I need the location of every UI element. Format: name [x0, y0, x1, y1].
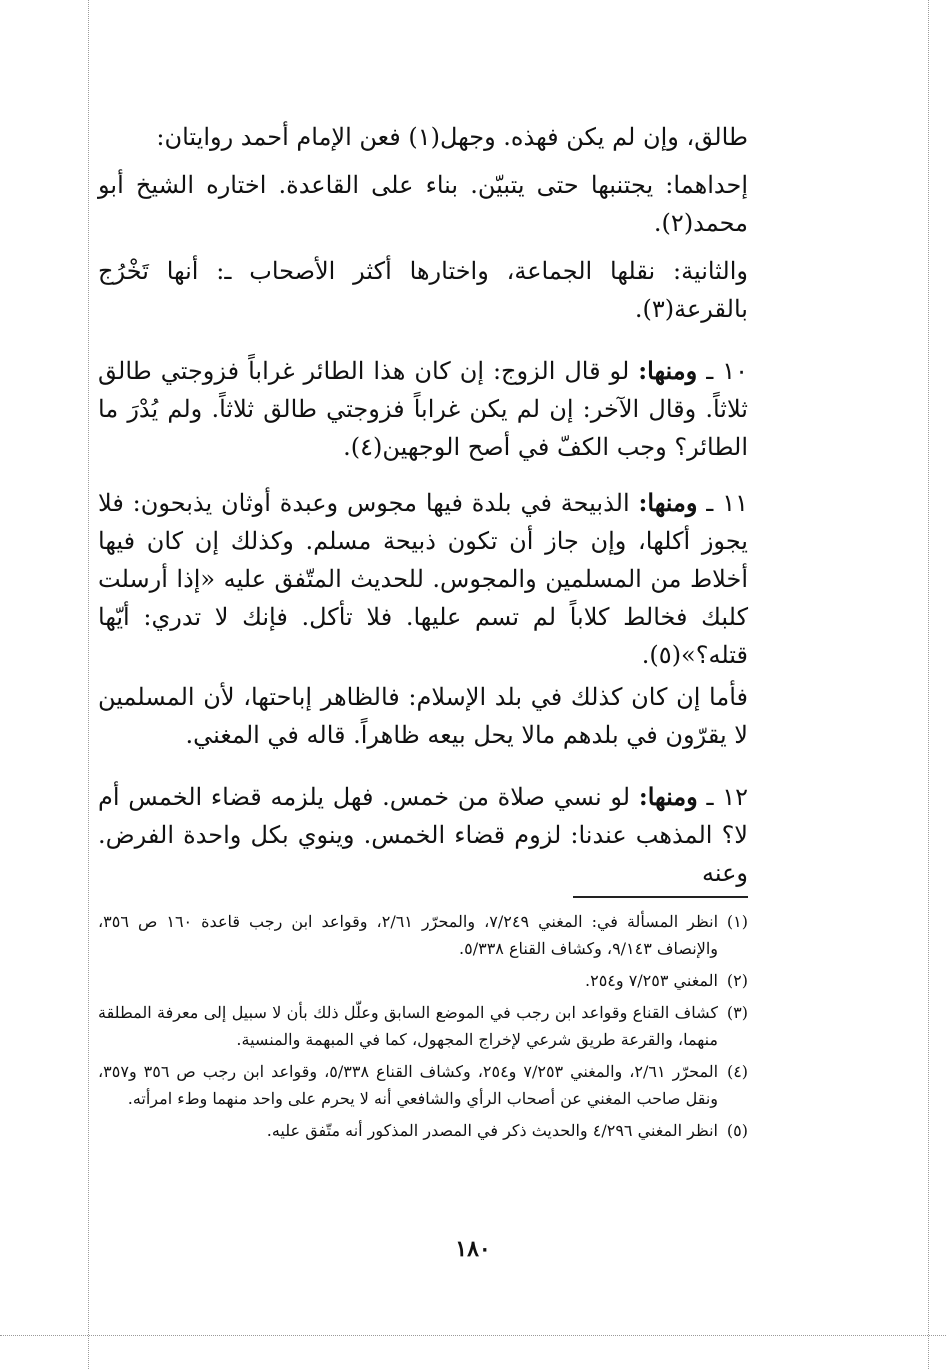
footnote-number: (٣) — [726, 1003, 748, 1022]
item-text: لو قال الزوج: إن كان هذا الطائر غراباً فزوجتي طالق ثلاثاً. وقال الآخر: إن لم يكن غراباً فزوجتي طالق ثلاثاً. ولم يُدْرَ ما الطائر؟ وجب الكفّ في أصح الوجهين(٤). — [98, 357, 748, 461]
guide-line-right — [928, 0, 929, 1369]
paragraph: إحداهما: يجتنبها حتى يتبيّن. بناء على القاعدة. اختاره الشيخ أبو محمد(٢). — [98, 171, 748, 237]
item-continuation: فأما إن كان كذلك في بلد الإسلام: فالظاهر إباحتها، لأن المسلمين لا يقرّون في بلدهم مالا يحل بيعه ظاهراً. قاله في المغني. — [98, 683, 748, 749]
item-number: ١١ ـ — [706, 489, 748, 517]
page-content — [98, 118, 748, 1149]
item-lead: ومنها: — [638, 782, 698, 811]
footnote — [98, 1117, 748, 1144]
guide-line-left — [88, 0, 89, 1369]
footnote-number: (٤) — [726, 1062, 749, 1081]
numbered-item — [98, 484, 748, 674]
footnote-text: انظر المسألة في: المغني ٧/٢٤٩، والمحرّر ٢/٦١، وقواعد ابن رجب قاعدة ١٦٠ ص ٣٥٦، والإنصاف ٩/١٤٣، وكشاف القناع ٥/٣٣٨. — [98, 912, 719, 958]
page-number: ١٨٠ — [455, 1236, 491, 1262]
paragraph: طالق، وإن لم يكن فهذه. وجهل(١) فعن الإمام أحمد روايتان: — [156, 123, 748, 151]
guide-line-bottom — [0, 1335, 946, 1336]
item-text: الذبيحة في بلدة فيها مجوس وعبدة أوثان يذبحون: فلا يجوز أكلها، وإن جاز أن تكون ذبيحة مسلم. وكذلك إن كان فيها أخلاط من المسلمين والمجوس. للحديث المتّفق عليه «إذا أرسلت كلبك فخالط كلاباً لم تسم عليها. فلا تأكل. فإنك لا تدري: أيّها قتله؟»(٥). — [98, 489, 748, 669]
main-text — [98, 118, 748, 892]
footnote-text: كشاف القناع وقواعد ابن رجب في الموضع السابق وعلّل ذلك بأن لا سبيل إلى معرفة المطلقة منهما، والقرعة طريق شرعي لإخراج المجهول، كما في المبهمة والمنسية. — [98, 1003, 718, 1049]
footnote-number: (٢) — [726, 971, 748, 990]
item-number: ١٠ ـ — [706, 357, 749, 385]
footnote-separator — [573, 896, 748, 898]
footnote-number: (٥) — [726, 1121, 748, 1140]
item-lead: ومنها: — [638, 488, 698, 517]
footnote — [98, 908, 748, 962]
footnote-text: المحرّر ٢/٦١، والمغني ٧/٢٥٣ و٢٥٤، وكشاف القناع ٥/٣٣٨، وقواعد ابن رجب ص ٣٥٦ و٣٥٧، ونقل صاحب المغني عن أصحاب الرأي والشافعي أنه لا يحرم على واحد منهما وطء امرأته. — [98, 1062, 719, 1108]
footnote — [98, 967, 748, 994]
numbered-item — [98, 352, 748, 466]
item-number: ١٢ ـ — [706, 783, 748, 811]
footnote — [98, 1058, 748, 1112]
footnote — [98, 999, 748, 1053]
footnote-number: (١) — [726, 912, 749, 931]
item-lead: ومنها: — [638, 356, 698, 385]
footnote-text: انظر المغني ٤/٢٩٦ والحديث ذكر في المصدر المذكور أنه متّفق عليه. — [266, 1121, 718, 1140]
paragraph: والثانية: نقلها الجماعة، واختارها أكثر الأصحاب ـ: أنها تَخْرُج بالقرعة(٣). — [98, 257, 748, 323]
footnote-text: المغني ٧/٢٥٣ و٢٥٤. — [585, 971, 718, 990]
numbered-item — [98, 778, 748, 892]
item-text: لو نسي صلاة من خمس. فهل يلزمه قضاء الخمس أم لا؟ المذهب عندنا: لزوم قضاء الخمس. وينوي بكل واحدة الفرض. وعنه — [98, 783, 748, 887]
footnotes — [98, 908, 748, 1144]
